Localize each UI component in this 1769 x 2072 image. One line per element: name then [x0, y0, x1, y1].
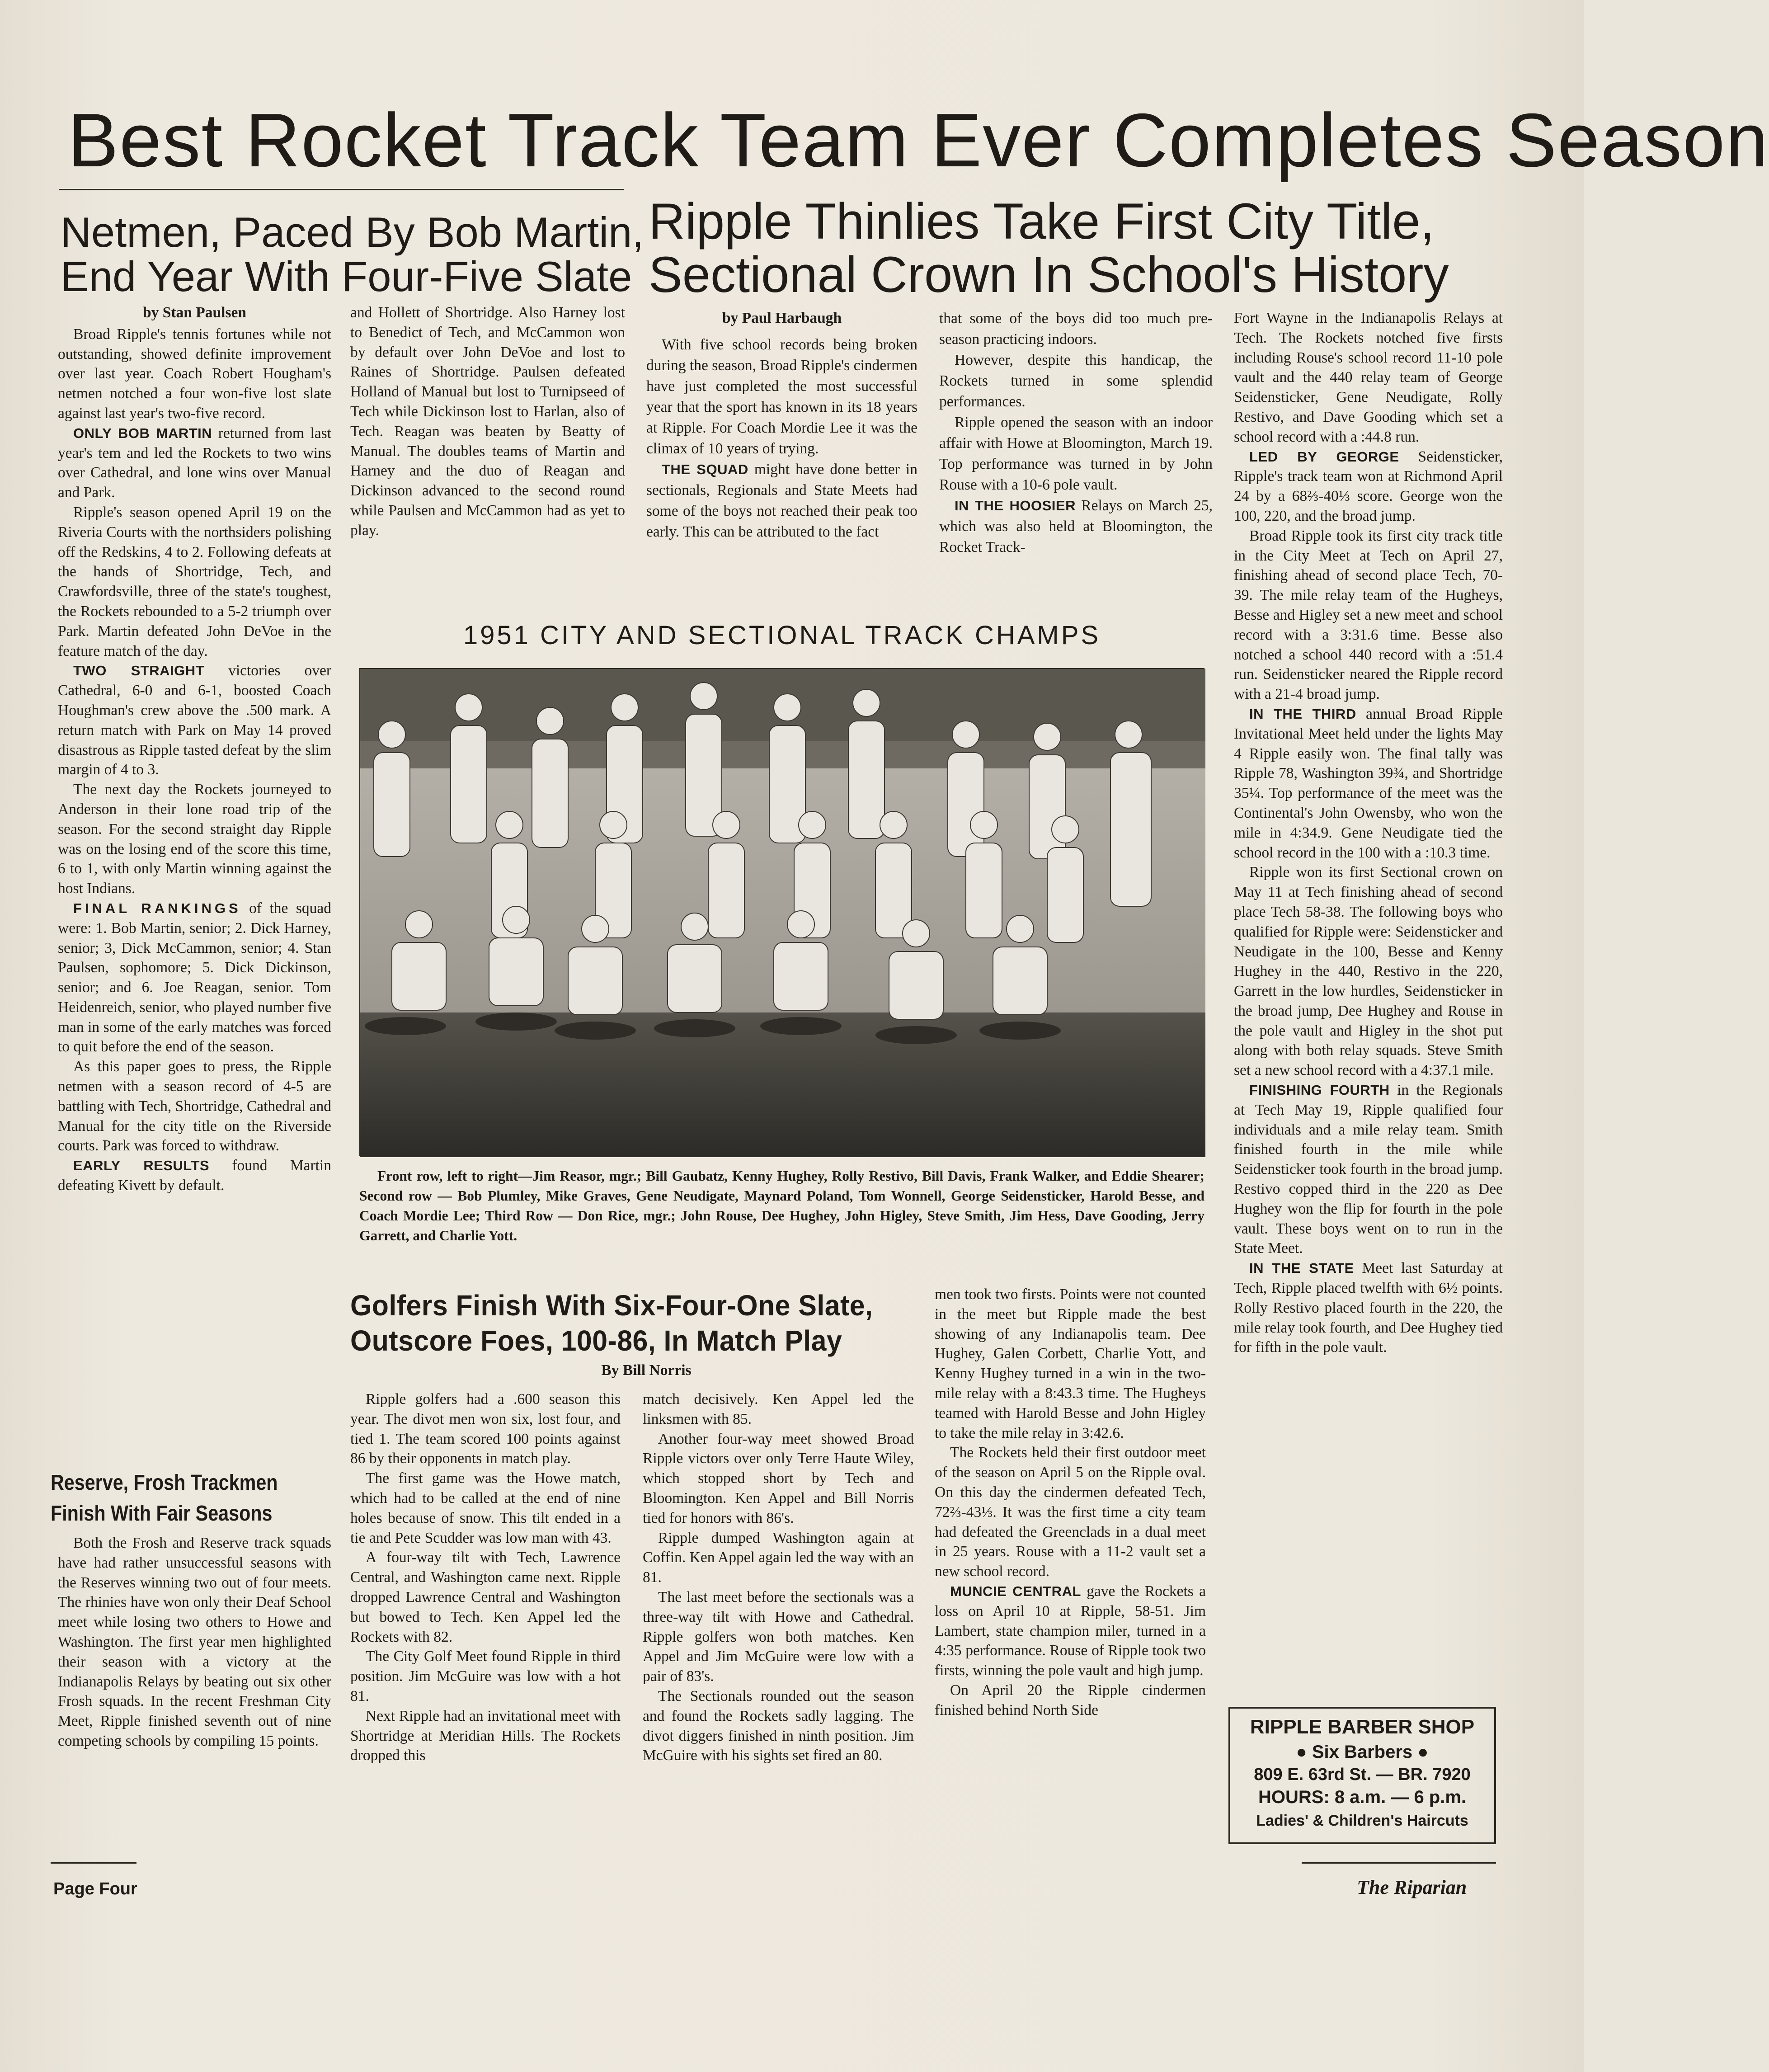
paragraph [350, 1548, 621, 1647]
ripple-headline-line2: Sectional Crown In School's History [649, 246, 1449, 303]
ripple-col3-body [1234, 308, 1503, 1357]
golf-column-3 [935, 1285, 1206, 1860]
page-number: Page Four [53, 1879, 137, 1898]
paragraph [350, 1706, 621, 1766]
paragraph-text: men took two firsts. Points were not counted in the meet but Ripple made the best showing of any Indianapolis team. Dee Hughey, Galen Corbett, Charlie Yott, and Kenny Hughey turned in a win in the two-mile relay with a 8:43.3 time. The Hugheys teamed with Harold Besse and John Higley to take the mile relay in 3:42.6. [935, 1286, 1206, 1441]
paragraph-text: The last meet before the sectionals was a three-way tilt with Howe and Cathedral. Ripple golfers won both matches. Ken Appel and Jim McGuire were low with a pair of 83's. [643, 1588, 914, 1685]
paragraph-text: With five school records being broken during the season, Broad Ripple's cindermen have just completed the most successful year that the sport has known in its 18 years at Ripple. For Coach Mordie Lee it was the climax of 10 years of trying. [646, 336, 917, 457]
paragraph-lead: IN THE THIRD [1249, 706, 1356, 722]
paragraph [1234, 526, 1503, 704]
paragraph [350, 1647, 621, 1706]
golf-headline-line1: Golfers Finish With Six-Four-One Slate, [350, 1289, 873, 1322]
team-photo-illustration [360, 669, 1205, 1157]
paragraph [643, 1686, 914, 1766]
paragraph [58, 1156, 331, 1196]
footer-rule-left [51, 1862, 136, 1864]
team-photo [359, 668, 1204, 1156]
paragraph-lead: LED BY GEORGE [1249, 448, 1399, 465]
ripple-byline: by Paul Harbaugh [722, 310, 842, 326]
paragraph-lead: IN THE HOOSIER [955, 498, 1076, 513]
paragraph-text: gave the Rockets a loss on April 10 at Ripple, 58-51. Jim Lambert, state champion miler, turned in a 4:35 performance. Rouse of Ripple took two firsts, winning the pole vault and high jump. [935, 1582, 1206, 1679]
paragraph [1234, 308, 1503, 447]
paragraph-text: Broad Ripple took its first city track title in the City Meet at Tech on April 27, finishing ahead of second place Tech, 70-39. The mile relay team of the Hugheys, Besse and Higley set a new meet and school record with a 3:31.6 time. Besse also notched a school 440 record with a :51.4 run. Seidensticker neared the Ripple record with a 21-4 broad jump. [1234, 527, 1503, 703]
footer-rule-right [1302, 1862, 1496, 1864]
paragraph [643, 1528, 914, 1587]
paragraph [58, 780, 331, 899]
ripple-column-1 [646, 308, 917, 607]
ad-address: 809 E. 63rd St. — BR. 7920 [1254, 1765, 1471, 1784]
paragraph-lead: EARLY RESULTS [73, 1158, 210, 1174]
paragraph-text: Fort Wayne in the Indianapolis Relays at Tech. The Rockets notched five firsts including Rouse's school record 11-10 pole vault and the 440 relay team of George Seidensticker, Gene Neudigate, Rolly Restivo, and Dave Gooding which set a school record with a :44.8 run. [1234, 310, 1503, 445]
paragraph-text: Ripple won its first Sectional crown on May 11 at Tech finishing ahead of second place Tech 58-38. The following boys who qualified for Ripple were: Seidensticker and Neudigate in the 100, Besse and Kenny Hughey in the 440, Restivo in the 220, Garrett in the low hurdles, Seidensticker in the broad jump, Dee Hughey and Rouse in the pole vault and Higley in the shot put along with both relay squads. Steve Smith set a new school record with a 4:37.1 mile. [1234, 864, 1503, 1079]
netmen-column-1 [58, 303, 331, 1453]
golf-byline-block [520, 1361, 773, 1383]
ad-barbers-text: Six Barbers [1312, 1742, 1413, 1762]
paragraph [1234, 447, 1503, 526]
barber-shop-ad [1228, 1707, 1496, 1844]
netmen-byline: by Stan Paulsen [143, 304, 246, 321]
paragraph-text: However, despite this handicap, the Rockets turned in some splendid performances. [939, 352, 1213, 410]
golf-column-2 [643, 1389, 914, 1860]
paragraph [939, 495, 1213, 558]
paragraph [350, 1389, 621, 1469]
paragraph [939, 350, 1213, 412]
paragraph-text: Broad Ripple's tennis fortunes while not outstanding, showed definite improvement over last year. Coach Robert Hougham's netmen notched a four won-five lost slate against last year's two-five record. [58, 325, 331, 422]
paragraph-text: The Sectionals rounded out the season and found the Rockets sadly lagging. The divot diggers finished in ninth position. Jim McGuire with his sights set fired an 80. [643, 1687, 914, 1764]
golf-col3-body [935, 1285, 1206, 1720]
paragraph-lead: THE SQUAD [662, 461, 748, 477]
paragraph [646, 334, 917, 459]
paragraph [939, 308, 1213, 350]
netmen-col1-body [58, 325, 331, 1196]
page-headline: Best Rocket Track Team Ever Completes Season [68, 98, 1769, 183]
paragraph-text: Ripple dumped Washington again at Coffin. Ken Appel again led the way with an 81. [643, 1529, 914, 1586]
ripple-column-3 [1234, 308, 1503, 1696]
netmen-col2-text: and Hollett of Shortridge. Also Harney lost to Benedict of Tech, and McCammon won by default over John DeVoe and lost to Raines of Shortridge. Paulsen defeated Holland of Manual but lost to Turnipseed of Tech while Dickinson lost to Harlan, also of Tech. Reagan was beaten by Beatty of Manual. The doubles teams of Martin and Harney and the duo of Reagan and Dickinson advanced to the second round while Paulsen and McCammon had as yet to play. [350, 304, 625, 539]
netmen-column-2 [350, 303, 625, 601]
paragraph-text: returned from last year's tem and led the Rockets to two wins over Cathedral, and lone wins over Manual and Park. [58, 424, 332, 501]
paragraph [643, 1389, 914, 1429]
paragraph [1234, 1080, 1503, 1258]
photo-title: 1951 CITY AND SECTIONAL TRACK CHAMPS [463, 621, 1101, 650]
paragraph [58, 661, 331, 780]
paragraph-text: The first game was the Howe match, which had to be called at the end of nine holes because of snow. This tilt ended in a tie and Pete Scudder was low man with 43. [350, 1470, 621, 1546]
paragraph-lead: FINAL RANKINGS [73, 900, 241, 916]
newspaper-name: The Riparian [1357, 1876, 1467, 1898]
paragraph [58, 325, 331, 424]
paragraph [1234, 862, 1503, 1080]
paragraph-text: victories over Cathedral, 6-0 and 6-1, boosted Coach Houghman's crew above the .500 mark. A return match with Park on May 14 proved disastrous as Ripple tasted defeat by the slim margin of 4 to 3. [58, 662, 331, 778]
golf-col2-body [643, 1389, 914, 1766]
paragraph-text: Ripple golfers had a .600 season this year. The divot men won six, lost four, and tied 1. The team scored 100 points against 86 by their opponents in match play. [350, 1391, 621, 1467]
paragraph [643, 1587, 914, 1686]
paragraph-lead: FINISHING FOURTH [1249, 1082, 1390, 1098]
ad-line-barbers [1230, 1742, 1494, 1762]
paragraph-text: found Martin defeating Kivett by default. [58, 1157, 331, 1194]
ripple-headline-line1: Ripple Thinlies Take First City Title, [649, 193, 1435, 250]
paragraph [643, 1429, 914, 1528]
ripple-col1-body [646, 334, 917, 542]
ad-haircuts: Ladies' & Children's Haircuts [1256, 1812, 1468, 1829]
golf-headline-line2: Outscore Foes, 100-86, In Match Play [350, 1324, 842, 1357]
golf-col1-body [350, 1389, 621, 1766]
paragraph-text: match decisively. Ken Appel led the linksmen with 85. [643, 1391, 914, 1427]
ad-hours: HOURS: 8 a.m. — 6 p.m. [1258, 1787, 1467, 1807]
paragraph-text: Meet last Saturday at Tech, Ripple placed twelfth with 6½ points. Rolly Restivo placed fourth in the 220, the mile relay took fourth, and Dee Hughey tied for fifth in the pole vault. [1234, 1260, 1503, 1356]
paragraph-text: that some of the boys did too much pre-season practicing indoors. [939, 310, 1213, 348]
paragraph-text: annual Broad Ripple Invitational Meet held under the lights May 4 Ripple easily won. The final tally was Ripple 78, Washington 39¾, and Shortridge 35¼. Top performance of the meet was the Continental's John Owensby, who won the mile in 4:34.9. Gene Neudigate tied the school record in the 100 with a :10.3 time. [1234, 705, 1503, 861]
paragraph-lead: ONLY BOB MARTIN [73, 425, 212, 441]
paragraph [1234, 704, 1503, 862]
paragraph [939, 412, 1213, 495]
paragraph-lead: MUNCIE CENTRAL [950, 1583, 1081, 1599]
paragraph [350, 1469, 621, 1548]
paragraph-text: A four-way tilt with Tech, Lawrence Central, and Washington came next. Ripple dropped Lawrence Central and Washington but bowed to Tech. Ken Appel led the Rockets with 82. [350, 1549, 621, 1645]
paragraph [935, 1582, 1206, 1681]
paragraph-text: The next day the Rockets journeyed to Anderson in their lone road trip of the season. For the second straight day Ripple was on the losing end of the score this time, 6 to 1, with only Martin winning against the host Indians. [58, 781, 331, 897]
photo-caption-text: Front row, left to right—Jim Reasor, mgr.; Bill Gaubatz, Kenny Hughey, Rolly Restivo, Bill Davis, Frank Walker, and Eddie Shearer; Second row — Bob Plumley, Mike Graves, Gene Neudigate, Maynard Poland, Tom Wonnell, George Seidensticker, Harold Besse, and Coach Mordie Lee; Third Row — Don Rice, mgr.; John Rouse, Dee Hughey, John Higley, Steve Smith, Jim Hess, Dave Gooding, Jerry Garrett, and Charlie Yott. [359, 1168, 1204, 1243]
reserve-column [58, 1533, 331, 1850]
paragraph-text: in the Regionals at Tech May 19, Ripple qualified four individuals and a mile relay team. Smith finished fourth in the mile while Seidensticker took fourth in the broad jump. Restivo copped third in the 220 as Dee Hughey won the flip for fourth in the pole vault. These boys went on to run in the State Meet. [1234, 1082, 1503, 1257]
ad-shop-name: RIPPLE BARBER SHOP [1250, 1716, 1475, 1738]
paragraph-text: Another four-way meet showed Broad Ripple victors over only Terre Haute Wiley, which stopped short by Tech and Bloomington. Ken Appel and Bill Norris tied for honors with 86's. [643, 1430, 914, 1526]
netmen-headline-line1: Netmen, Paced By Bob Martin, [61, 208, 644, 256]
paragraph-text: might have done better in sectionals, Regionals and State Meets had some of the boys not reached their peak too early. This can be attributed to the fact [646, 461, 917, 540]
paragraph [58, 1057, 331, 1156]
ripple-column-2 [939, 308, 1213, 607]
paragraph [646, 459, 917, 542]
paragraph-text: Relays on March 25, which was also held at Bloomington, the Rocket Track- [939, 497, 1213, 556]
bullet-icon: ● [1296, 1742, 1312, 1762]
paragraph-lead: IN THE STATE [1249, 1260, 1354, 1276]
paragraph-text: The City Golf Meet found Ripple in third position. Jim McGuire was low with a hot 81. [350, 1648, 621, 1705]
paragraph [935, 1443, 1206, 1582]
golf-column-1 [350, 1389, 621, 1860]
paragraph-lead: TWO STRAIGHT [73, 663, 205, 679]
netmen-headline-line2: End Year With Four-Five Slate [61, 253, 632, 300]
paragraph-text: of the squad were: 1. Bob Martin, senior; 2. Dick Harney, senior; 3, Dick McCammon, senior; 4. Stan Paulsen, sophomore; 5. Dick Dickinson, senior; and 6. Joe Reagan, senior. Tom Heidenreich, senior, who played number five man in some of the early matches was forced to quit before the end of the season. [58, 899, 331, 1055]
paragraph-text: Ripple opened the season with an indoor affair with Howe at Bloomington, March 19. Top performance was turned in by John Rouse with a 10-6 pole vault. [939, 414, 1213, 493]
reserve-headline-line2: Finish With Fair Seasons [51, 1502, 273, 1526]
paragraph-text: Seidensticker, Ripple's track team won at Richmond April 24 by a 68⅔-40⅓ score. George won the 100, 220, and the broad jump. [1234, 448, 1503, 524]
golf-byline: By Bill Norris [601, 1362, 692, 1379]
paragraph [58, 503, 331, 661]
paragraph-text: The Rockets held their first outdoor meet of the season on April 5 on the Ripple oval. On this day the cindermen defeated Tech, 72⅔-43⅓. It was the first time a city team had defeated the Greenclads in a dual meet in 25 years. Rouse with a 11-2 vault set a new school record. [935, 1444, 1206, 1580]
paragraph [935, 1285, 1206, 1443]
paragraph [935, 1681, 1206, 1720]
paragraph-text: As this paper goes to press, the Ripple netmen with a season record of 4-5 are battling with Tech, Shortridge, Cathedral and Manual for the city title on the Riverside courts. Park was forced to withdraw. [58, 1058, 331, 1154]
reserve-text: Both the Frosh and Reserve track squads have had rather unsuccessful seasons with the Reserves winning two out of four meets. The rhinies have won only their Deaf School meet while losing two others to Howe and Washington. The first year men highlighted their season with a victory at the Indianapolis Relays by beating out six other Frosh squads. In the recent Freshman City Meet, Ripple finished seventh out of nine competing schools by compiling 15 points. [58, 1535, 331, 1749]
paragraph [58, 424, 331, 503]
paragraph-text: Ripple's season opened April 19 on the Riveria Courts with the northsiders polishing off the Redskins, 4 to 2. Following defeats at the hands of Shortridge, Tech, and Crawfordsville, three of the state's toughest, the Rockets rebounded to a 5-2 triumph over Park. Martin defeated John DeVoe in the feature match of the day. [58, 504, 331, 659]
reserve-headline-line1: Reserve, Frosh Trackmen [51, 1471, 278, 1495]
ripple-col2-body [939, 308, 1213, 558]
masthead-rule [59, 189, 624, 190]
photo-caption [359, 1166, 1204, 1246]
paragraph-text: On April 20 the Ripple cindermen finished behind North Side [935, 1681, 1206, 1719]
bullet-icon: ● [1412, 1742, 1429, 1762]
paragraph [58, 899, 331, 1057]
paragraph-text: Next Ripple had an invitational meet with Shortridge at Meridian Hills. The Rockets dropped this [350, 1707, 621, 1764]
paragraph [1234, 1258, 1503, 1357]
